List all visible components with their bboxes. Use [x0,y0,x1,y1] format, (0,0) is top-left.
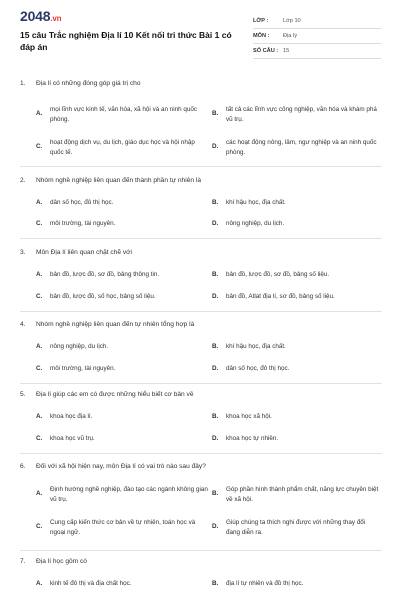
page-title: 15 câu Trắc nghiệm Địa lí 10 Kết nối tri thức Bài 1 có đáp án [20,30,232,52]
meta-info [253,14,381,59]
option-text: Giúp chúng ta thích nghi được với những thay đổi đang diễn ra. [226,519,366,536]
option-letter: A. [36,580,43,587]
question-number: 7. [20,558,26,565]
option-text: tất cả các lĩnh vực công nghiệp, văn hóa và khám phá vũ trụ. [226,106,377,123]
question-text: Môn Địa lí liên quan chặt chẽ với [36,249,132,256]
option-text: môi trường, tài nguyên. [50,365,116,372]
option-text: các hoạt động nông, lâm, ngư nghiệp và an ninh quốc phòng. [226,139,377,156]
option-letter: B. [212,413,219,420]
option-text: môi trường, tài nguyên. [50,220,116,227]
question-number: 2. [20,177,26,184]
question-number: 6. [20,463,26,470]
logo-suffix: .vn [50,14,62,23]
question-4 [20,321,382,384]
option-text: Cung cấp kiến thức cơ bản về tự nhiên, toán học và ngoại ngữ. [50,519,196,536]
question-text: Nhóm nghề nghiệp liên quan đến tự nhiên tổng hợp là [36,321,195,328]
meta-label: MÔN : [253,33,270,39]
option-text: khoa học vũ trụ. [50,435,95,442]
option-letter: D. [212,435,219,442]
meta-value: Lớp 10 [283,18,301,24]
question-number: 1. [20,80,26,87]
option-letter: D. [212,293,219,300]
option-letter: C. [36,365,43,372]
option-text: kinh tế đô thị và địa chất học. [50,580,132,587]
option-letter: B. [212,343,219,350]
option-letter: A. [36,490,43,497]
option-text: bản đồ, lược đồ, số học, bảng số liệu. [50,293,156,300]
option-text: mọi lĩnh vực kinh tế, văn hóa, xã hội và an ninh quốc phòng. [50,106,198,123]
question-6 [20,463,382,551]
option-text: nông nghiệp, du lịch. [226,220,285,227]
option-letter: B. [212,580,219,587]
option-letter: D. [212,143,219,150]
option-letter: D. [212,365,219,372]
question-1 [20,80,382,167]
option-letter: D. [212,523,219,530]
option-letter: D. [212,220,219,227]
option-letter: A. [36,413,43,420]
question-number: 5. [20,391,26,398]
option-letter: C. [36,293,43,300]
option-letter: B. [212,110,219,117]
option-text: Định hướng nghề nghiệp, đào tạo các ngành không gian vũ trụ. [50,486,208,503]
question-2 [20,177,382,239]
logo-main: 2048 [20,8,51,24]
option-text: khí hậu học, địa chất. [226,343,286,350]
question-5 [20,391,382,454]
option-letter: C. [36,523,43,530]
question-number: 3. [20,249,26,256]
question-text: Địa lí học gồm có [36,558,87,565]
option-letter: A. [36,343,43,350]
option-letter: A. [36,199,43,206]
option-text: địa lí tự nhiên và đồ thị học. [226,580,304,587]
option-letter: A. [36,271,43,278]
option-letter: C. [36,435,43,442]
option-text: khí hậu học, địa chất. [226,199,286,206]
option-letter: B. [212,490,219,497]
meta-label: SỐ CÂU : [253,48,279,54]
meta-value: 15 [283,48,290,54]
option-text: khoa học xã hội. [226,413,272,420]
option-text: bản đồ, Atlat địa lí, sơ đồ, bảng số liệu. [226,293,335,300]
meta-row-count [253,44,381,59]
question-number: 4. [20,321,26,328]
option-letter: C. [36,143,43,150]
option-text: dân số học, đô thị học. [50,199,114,206]
question-text: Nhóm nghề nghiệp liên quan đến thành phần tự nhiên là [36,177,201,184]
option-text: nông nghiệp, du lịch. [50,343,109,350]
question-3 [20,249,382,312]
option-text: hoạt động dịch vụ, du lịch, giáo dục học và hội nhập quốc tế. [50,139,195,156]
option-letter: B. [212,271,219,278]
option-text: khoa học địa lí. [50,413,93,420]
option-text: dân số học, đô thị học. [226,365,290,372]
meta-value: Địa lý [283,33,297,39]
option-letter: A. [36,110,43,117]
option-text: bản đồ, lược đồ, sơ đồ, bảng thông tin. [50,271,160,278]
meta-label: LỚP : [253,18,269,24]
option-letter: B. [212,199,219,206]
question-text: Địa lí giúp các em có được những hiểu biết cơ bản về [36,391,194,398]
question-text: Đối với xã hội hiện nay, môn Địa lí có vai trò nào sau đây? [36,463,206,470]
question-text: Địa lí có những đóng góp giá trị cho [36,80,141,87]
question-7 [20,558,382,598]
page-header [0,0,400,70]
option-text: Góp phần hình thành phẩm chất, năng lực chuyên biệt về xã hội. [226,486,379,503]
site-logo[interactable] [20,8,61,24]
option-text: bản đồ, lược đồ, sơ đồ, bảng số liệu. [226,271,330,278]
option-letter: C. [36,220,43,227]
meta-row-subject [253,29,381,44]
meta-row-class [253,14,381,29]
option-text: khoa học tự nhiên. [226,435,279,442]
